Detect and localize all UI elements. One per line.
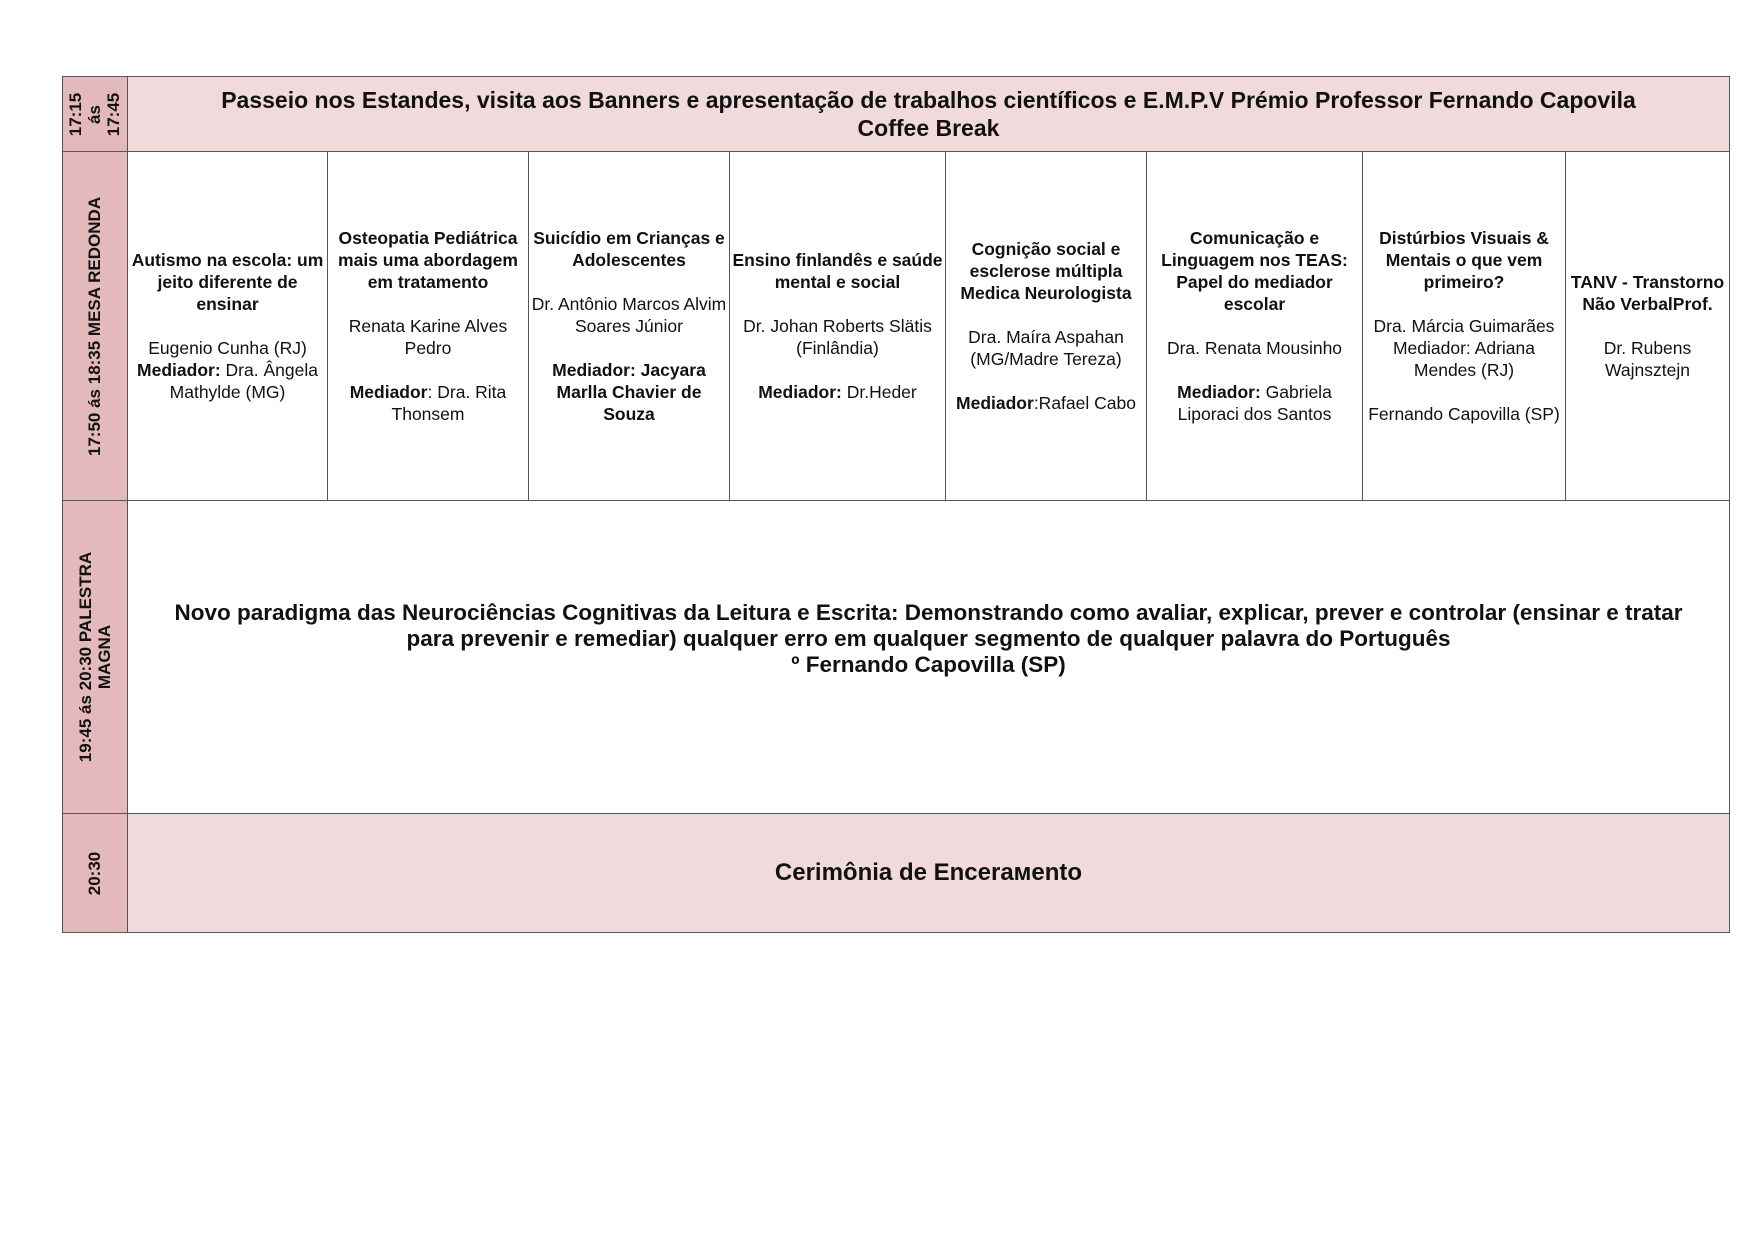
- panel-cell: [730, 152, 946, 500]
- row-palestra-magna: [62, 500, 1730, 813]
- panel-cells: [128, 152, 1729, 500]
- panel-speaker: Renata Karine Alves Pedro: [348, 316, 508, 358]
- panel-speaker: Dr. Antônio Marcos Alvim Soares Júnior: [531, 294, 727, 336]
- panel-title: Distúrbios Visuais & Mentais o que vem primeiro?: [1379, 228, 1549, 292]
- panel-title: Comunicação e Linguagem nos TEAS: Papel do mediador escolar: [1161, 228, 1348, 314]
- panel-mediator: Fernando Capovilla (SP): [1368, 404, 1560, 424]
- session-title: Novo paradigma das Neurociências Cognitivas da Leitura e Escrita: Demonstrando como avaliar, explicar, prever e controlar (ensinar e tratar para prevenir e remediar) qualquer erro em qualquer segmento de qualquer palavra do Português: [174, 600, 1683, 651]
- panel-title: Osteopatia Pediátrica mais uma abordagem em tratamento: [338, 228, 518, 292]
- session-speaker: º Fernando Capovilla (SP): [791, 652, 1066, 677]
- time-label: 17:50 ás 18:35 MESA REDONDA: [85, 196, 105, 456]
- row-coffee-break: [62, 76, 1730, 151]
- panel-speaker: Dra. Maíra Aspahan (MG/Madre Tereza): [968, 327, 1124, 369]
- session-title: Passeio nos Estandes, visita aos Banners e apresentação de trabalhos científicos e E.M.P.V Prémio Professor Fernando Capovila: [221, 87, 1636, 113]
- session-title: Cerimônia de Encerамento: [774, 859, 1083, 886]
- panel-speaker: Dr. Rubens Wajnsztejn: [1603, 338, 1692, 380]
- panel-speaker: Dra. Renata Mousinho: [1166, 338, 1343, 358]
- panel-mediator: Mediador: Jacyara Marlla Chavier de Souza: [552, 360, 706, 424]
- panel-mediator: Mediador: Gabriela Liporaci dos Santos: [1177, 382, 1332, 424]
- panel-mediator: Mediador:Rafael Cabo: [956, 393, 1136, 413]
- panel-title: Autismo na escola: um jeito diferente de ensinar: [131, 250, 324, 314]
- session-description: [128, 77, 1729, 151]
- panel-mediator: Mediador: Dra. Rita Thonsem: [349, 382, 507, 424]
- time-cell: [63, 501, 128, 813]
- time-label: 17:15 ás 17:45: [66, 92, 124, 136]
- panel-cell: [1147, 152, 1363, 500]
- panel-cell: [529, 152, 730, 500]
- panel-mediator: Mediador: Dr.Heder: [758, 382, 917, 402]
- panel-speaker: Eugenio Cunha (RJ): [148, 338, 307, 358]
- row-mesa-redonda: [62, 151, 1730, 500]
- panel-title: TANV - Transtorno Não VerbalProf.: [1570, 272, 1725, 314]
- panel-title: Suicídio em Crianças e Adolescentes: [533, 228, 725, 270]
- panel-speaker: Dra. Márcia Guimarães Mediador: Adriana Mendes (RJ): [1373, 316, 1555, 380]
- time-cell: [63, 152, 128, 500]
- session-description: [128, 465, 1729, 813]
- panel-cell: [128, 152, 328, 500]
- time-cell: [63, 814, 128, 932]
- schedule-table: [62, 76, 1730, 933]
- row-encerramento: [62, 813, 1730, 933]
- session-subtitle: Coffee Break: [857, 115, 1000, 141]
- panel-cell: [328, 152, 529, 500]
- panel-title: Ensino finlandês e saúde mental e social: [732, 250, 943, 292]
- time-cell: [63, 77, 128, 151]
- panel-cell: [946, 152, 1147, 500]
- time-label: 20:30: [85, 851, 105, 895]
- session-description: [128, 814, 1729, 932]
- panel-speaker: Dr. Johan Roberts Slätis (Finlândia): [743, 316, 932, 358]
- time-label: 19:45 ás 20:30 PALESTRA MAGNA: [76, 551, 114, 763]
- panel-cell: [1566, 152, 1729, 500]
- panel-mediator: Mediador: Dra. Ângela Mathylde (MG): [137, 360, 318, 402]
- panel-cell: [1363, 152, 1566, 500]
- panel-title: Cognição social e esclerose múltipla Medica Neurologista: [960, 239, 1132, 303]
